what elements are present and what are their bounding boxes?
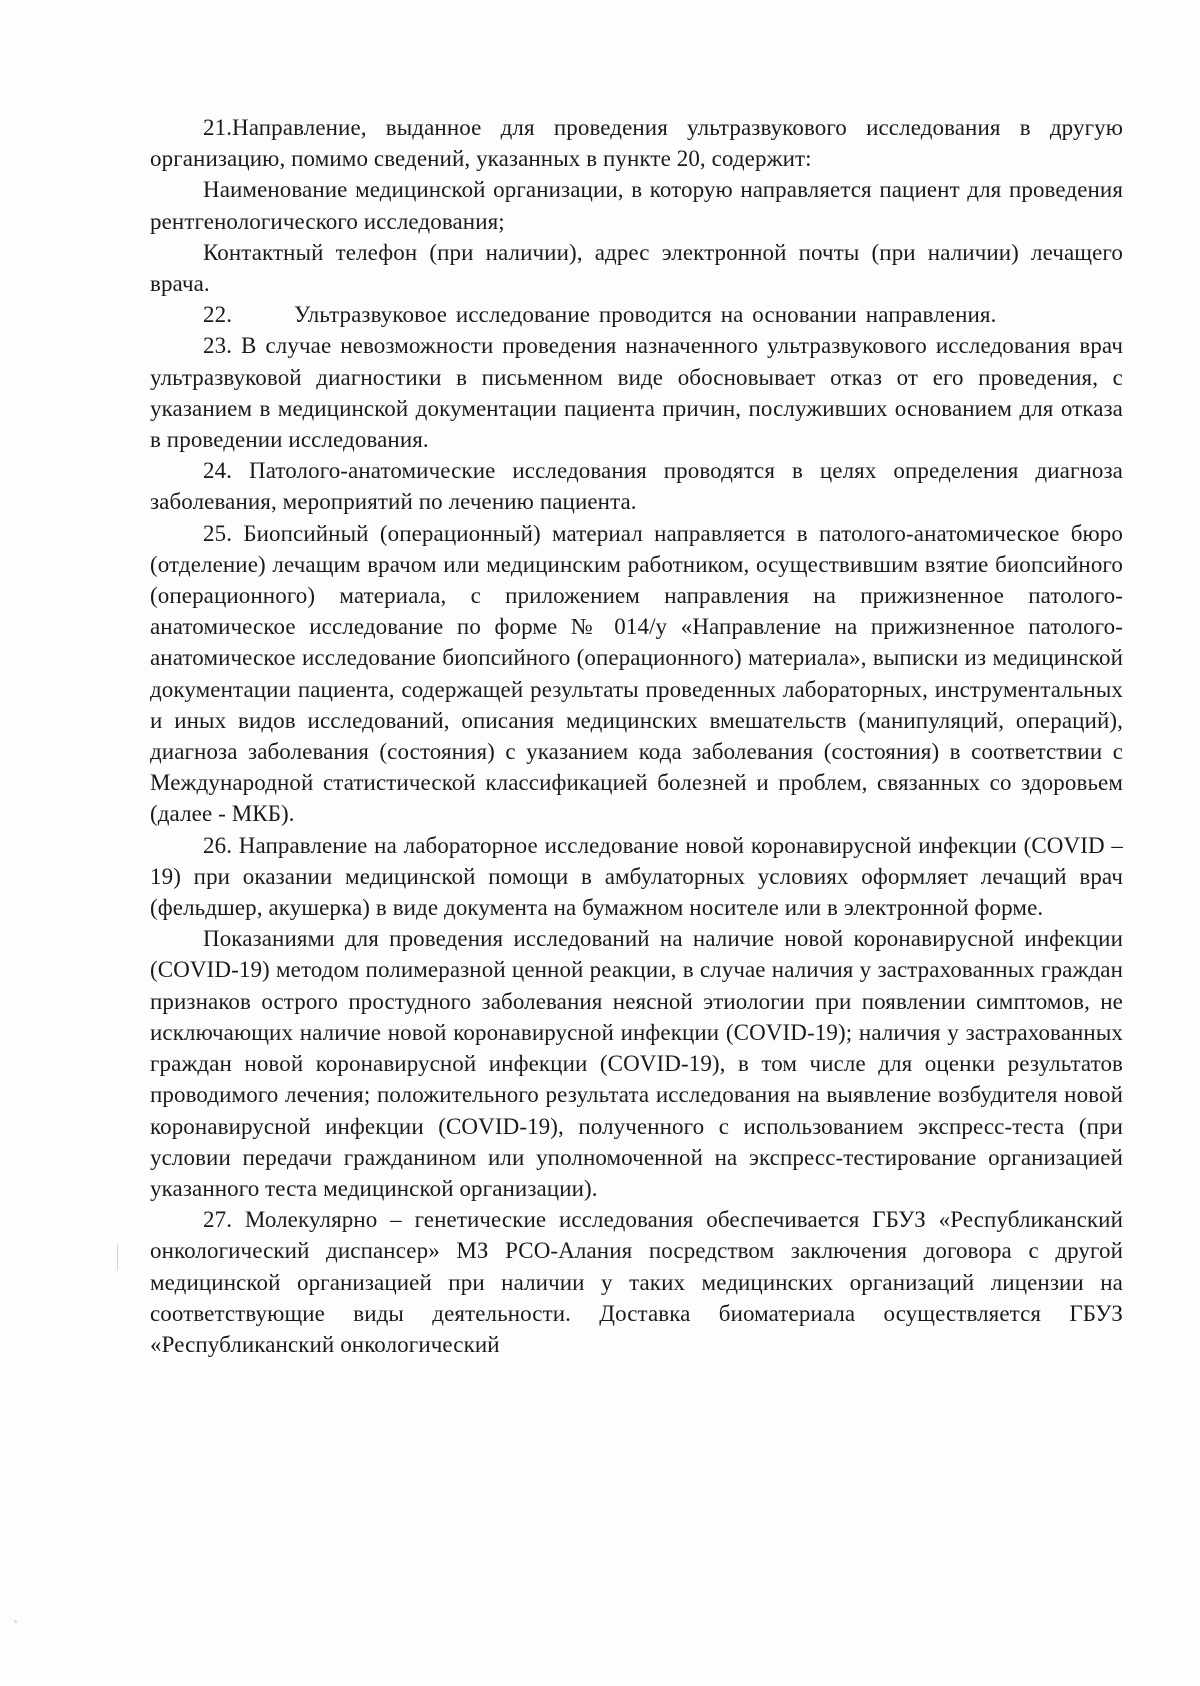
paragraph-21: 21.Направление, выданное для проведения ультразвукового исследования в другую организацию, помимо сведений, указанных в пункте 20, содержит: [150, 115, 1123, 172]
paragraph-27: 27. Молекулярно – генетические исследования обеспечивается ГБУЗ «Республиканский онкологический диспансер» МЗ РСО-Алания посредством заключения договора с другой медицинской организацией при наличии у таких медицинских организаций лицензии на соответствующие виды деятельности. Доставка биоматериала осуществляется ГБУЗ «Республиканский онкологический [150, 1207, 1123, 1357]
paragraph-25: 25. Биопсийный (операционный) материал направляется в патолого-анатомическое бюро (отделение) лечащим врачом или медицинским работником, осуществившим взятие биопсийного (операционного) материала, с приложением направления на прижизненное патолого-анатомическое исследование по форме № 014/у «Направление на прижизненное патолого-анатомическое исследование биопсийного (операционного) материала», выписки из медицинской документации пациента, содержащей результаты проведенных лабораторных, инструментальных и иных видов исследований, описания медицинских вмешательств (манипуляций, операций), диагноза заболевания (состояния) с указанием кода заболевания (состояния) в соответствии с Международной статистической классификацией болезней и проблем, связанных со здоровьем (далее - МКБ). [150, 520, 1123, 827]
paragraph-26: 26. Направление на лабораторное исследование новой коронавирусной инфекции (COVID – 19) при оказании медицинской помощи в амбулаторных условиях оформляет лечащий врач (фельдшер, акушерка) в виде документа на бумажном носителе или в электронной форме. [150, 832, 1123, 921]
paragraph-24: 24. Патолого-анатомические исследования проводятся в целях определения диагноза заболевания, мероприятий по лечению пациента. [150, 458, 1123, 515]
paragraph-22: 22. Ультразвуковое исследование проводится на основании направления. [203, 302, 997, 328]
paragraph-23: 23. В случае невозможности проведения назначенного ультразвукового исследования врач ультразвуковой диагностики в письменном виде обосновывает отказ от его проведения, с указанием в медицинской документации пациента причин, послуживших основанием для отказа в проведении исследования. [150, 333, 1123, 453]
paragraph-21-item-contacts: Контактный телефон (при наличии), адрес электронной почты (при наличии) лечащего врача. [150, 239, 1123, 297]
paragraph-26-indications: Показаниями для проведения исследований на наличие новой коронавирусной инфекции (COVID-19) методом полимеразной ценной реакции, в случае наличия у застрахованных граждан признаков острого простудного заболевания неясной этиологии при появлении симптомов, не исключающих наличие новой коронавирусной инфекции (COVID-19); наличия у застрахованных граждан новой коронавирусной инфекции (COVID-19), в том числе для оценки результатов проводимого лечения; положительного результата исследования на выявление возбудителя новой коронавирусной инфекции (COVID-19), полученного с использованием экспресс-теста (при условии передачи гражданином или уполномоченной на экспресс-тестирование организацией указанного теста медицинской организации). [150, 926, 1123, 1201]
document-body [150, 112, 1123, 1360]
scan-artifact-line [117, 1244, 118, 1270]
scan-artifact-dot [14, 1620, 17, 1623]
paragraph-21-item-organization: Наименование медицинской организации, в которую направляется пациент для проведения рентгенологического исследования; [150, 177, 1123, 234]
